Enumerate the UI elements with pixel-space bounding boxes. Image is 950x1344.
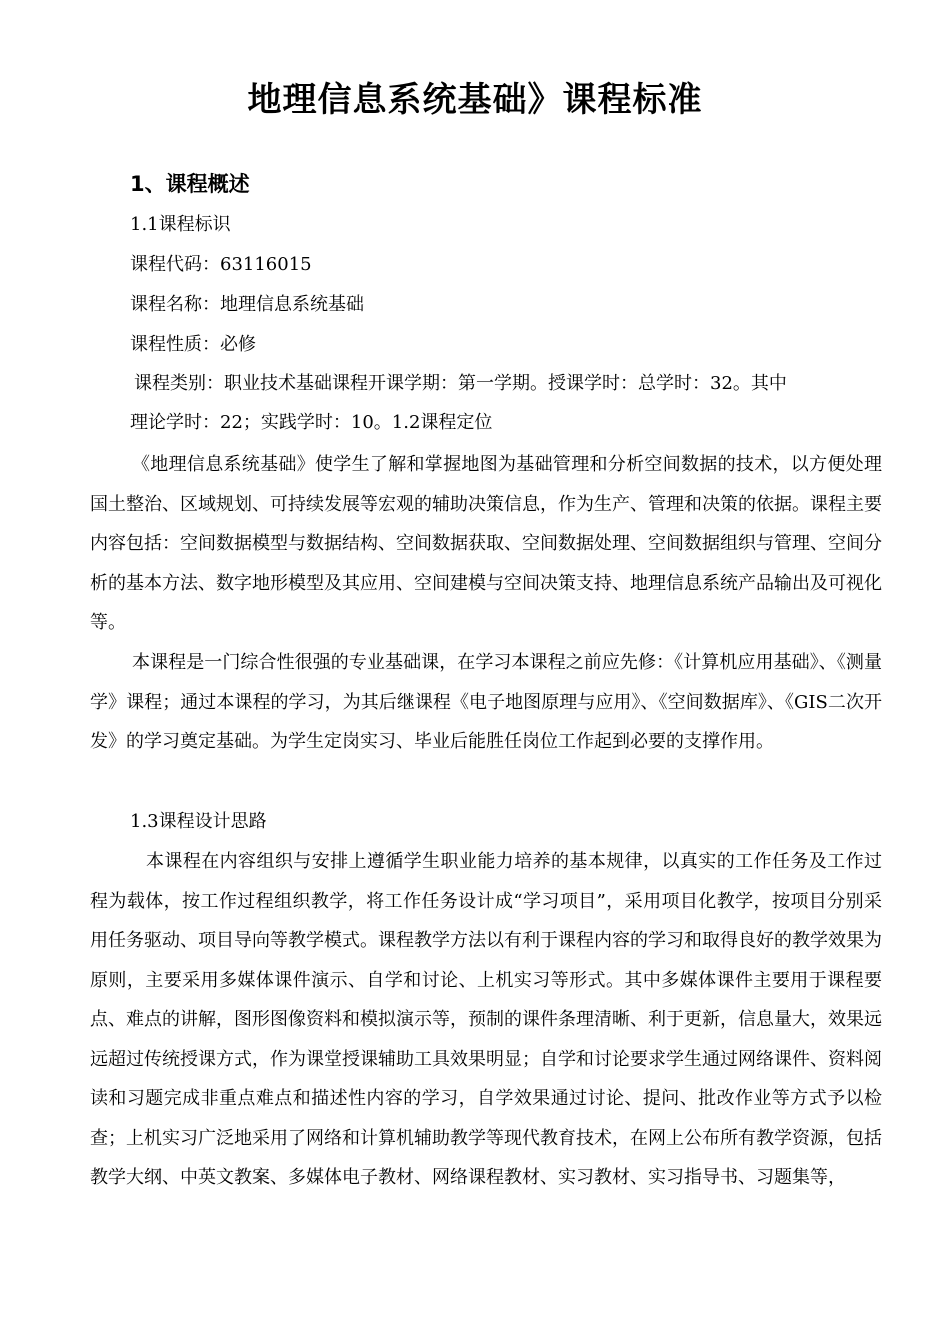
subsection-heading-1-1: 1.1课程标识 xyxy=(130,214,231,235)
course-name: 课程名称：地理信息系统基础 xyxy=(130,294,364,315)
course-category-line-2: 理论学时：22；实践学时：10。1.2课程定位 xyxy=(130,412,493,433)
course-code: 课程代码：63116015 xyxy=(130,254,312,275)
section-heading: 1、课程概述 xyxy=(130,172,250,196)
positioning-paragraph: 《地理信息系统基础》使学生了解和掌握地图为基础管理和分析空间数据的技术，以方便处理国土整治、区域规划、可持续发展等宏观的辅助决策信息，作为生产、管理和决策的依据。课程主要内容包括：空间数据模型与数据结构、空间数据获取、空间数据处理、空间数据组织与管理、空间分析的基本方法、数字地形模型及其应用、空间建模与空间决策支持、地理信息系统产品输出及可视化等。 xyxy=(90,454,882,633)
course-nature: 课程性质：必修 xyxy=(130,334,256,355)
document-title: 地理信息系统基础》课程标准 xyxy=(247,80,703,120)
course-category-line-1: 课程类别：职业技术基础课程开课学期：第一学期。授课学时：总学时：32。其中 xyxy=(134,373,787,394)
design-paragraph: 本课程在内容组织与安排上遵循学生职业能力培养的基本规律，以真实的工作任务及工作过程为载体，按工作过程组织教学，将工作任务设计成“学习项目”，采用项目化教学，按项目分别采用任务驱动、项目导向等教学模式。课程教学方法以有利于课程内容的学习和取得良好的教学效果为原则，主要采用多媒体课件演示、自学和讨论、上机实习等形式。其中多媒体课件主要用于课程要点、难点的讲解，图形图像资料和模拟演示等，预制的课件条理清晰、利于更新，信息量大，效果远远超过传统授课方式，作为课堂授课辅助工具效果明显；自学和讨论要求学生通过网络课件、资料阅读和习题完成非重点难点和描述性内容的学习，自学效果通过讨论、提问、批改作业等方式予以检查；上机实习广泛地采用了网络和计算机辅助教学等现代教育技术，在网上公布所有教学资源，包括教学大纲、中英文教案、多媒体电子教材、网络课程教材、实习教材、实习指导书、习题集等， xyxy=(90,851,882,1188)
prerequisite-paragraph: 本课程是一门综合性很强的专业基础课，在学习本课程之前应先修：《计算机应用基础》、《测量学》课程；通过本课程的学习，为其后继课程《电子地图原理与应用》、《空间数据库》、《GIS二次开发》的学习奠定基础。为学生定岗实习、毕业后能胜任岗位工作起到必要的支撑作用。 xyxy=(90,652,882,752)
subsection-heading-1-3: 1.3课程设计思路 xyxy=(130,811,267,832)
